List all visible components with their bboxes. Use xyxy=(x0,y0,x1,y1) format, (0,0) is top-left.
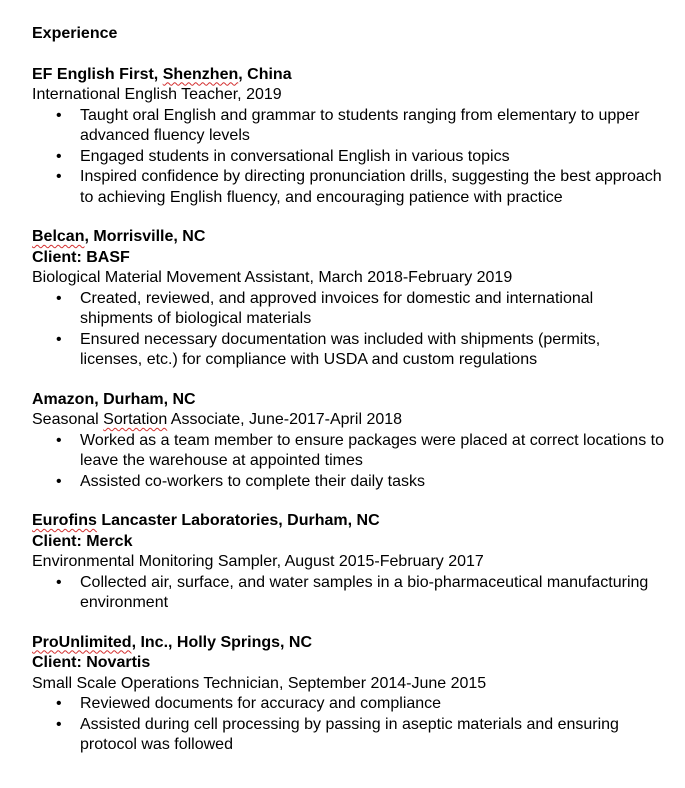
client-line: Client: Novartis xyxy=(32,654,151,671)
employer-text-flagged: Belcan xyxy=(32,228,85,245)
bullet-icon: • xyxy=(56,715,62,733)
duty-list xyxy=(32,431,665,493)
bullet-icon: • xyxy=(56,289,62,307)
bullet-icon: • xyxy=(56,168,62,185)
duty-item xyxy=(32,167,665,208)
role-line: Small Scale Operations Technician, September 2014-June 2015 xyxy=(32,674,487,692)
bullet-icon: • xyxy=(56,330,62,348)
duty-text: Inspired confidence by directing pronunciation drills, suggesting the best approach to achieving English fluency, and encouraging patience with practice xyxy=(80,168,662,206)
duty-text: Worked as a team member to ensure packages were placed at correct locations to leave the warehouse at appointed times xyxy=(80,431,664,469)
bullet-icon: • xyxy=(56,695,62,712)
bullet-icon: • xyxy=(56,431,62,449)
client-line: Client: Merck xyxy=(32,532,133,550)
employer-text: Lancaster Laboratories, Durham, NC xyxy=(96,512,380,529)
section-title: Experience xyxy=(32,25,118,42)
duty-text: Ensured necessary documentation was included with shipments (permits, licenses, etc.) for compliance with USDA and custom regulations xyxy=(80,330,601,368)
duty-item xyxy=(32,715,665,756)
role-line: Biological Material Movement Assistant, March 2018-February 2019 xyxy=(32,269,513,286)
job-entry-ef xyxy=(32,65,665,209)
employer-text: , Morrisville, NC xyxy=(84,228,206,245)
employer-heading xyxy=(32,65,665,86)
duty-item xyxy=(32,694,665,715)
bullet-icon: • xyxy=(56,106,62,124)
duty-item xyxy=(32,472,665,493)
employer-text: , Inc., Holly Springs, NC xyxy=(131,633,313,651)
employer-text: EF English First, xyxy=(32,65,163,83)
duty-text: Taught oral English and grammar to students ranging from elementary to upper advanced fluency levels xyxy=(80,106,640,144)
role-line: Environmental Monitoring Sampler, August 2015-February 2017 xyxy=(32,553,484,570)
client-line: Client: BASF xyxy=(32,248,130,266)
duty-item xyxy=(32,573,665,614)
employer-text-flagged: Shenzhen xyxy=(162,65,239,83)
duty-list xyxy=(32,573,665,614)
employer-heading: Amazon, Durham, NC xyxy=(32,390,196,408)
role-text: Seasonal xyxy=(32,411,104,428)
duty-item xyxy=(32,330,665,371)
duty-text: Created, reviewed, and approved invoices for domestic and international shipments of biological materials xyxy=(80,289,594,327)
duty-text: Assisted during cell processing by passing in aseptic materials and ensuring protocol was followed xyxy=(80,715,619,753)
duty-item xyxy=(32,431,665,472)
duty-list xyxy=(32,106,665,209)
duty-item xyxy=(32,147,665,168)
job-entry-belcan xyxy=(32,227,665,371)
job-entry-prounlimited xyxy=(32,633,665,756)
duty-text: Assisted co-workers to complete their daily tasks xyxy=(80,472,426,490)
employer-heading xyxy=(32,633,665,654)
employer-heading xyxy=(32,511,665,532)
role-text-flagged: Sortation xyxy=(103,411,168,428)
employer-text-flagged: Eurofins xyxy=(32,512,97,529)
duty-text: Engaged students in conversational English in various topics xyxy=(80,147,510,165)
employer-text: , China xyxy=(238,65,292,83)
role-line: International English Teacher, 2019 xyxy=(32,86,282,103)
job-entry-amazon xyxy=(32,390,665,493)
job-entry-eurofins xyxy=(32,511,665,614)
role-line xyxy=(32,410,665,431)
duty-text: Reviewed documents for accuracy and compliance xyxy=(80,695,442,712)
duty-list xyxy=(32,289,665,371)
bullet-icon: • xyxy=(56,573,62,591)
bullet-icon: • xyxy=(56,472,62,490)
employer-heading xyxy=(32,227,665,248)
duty-text: Collected air, surface, and water samples in a bio-pharmaceutical manufacturing environment xyxy=(80,573,649,611)
duty-item xyxy=(32,289,665,330)
role-text: Associate, June-2017-April 2018 xyxy=(167,411,403,428)
duty-item xyxy=(32,106,665,147)
employer-text-flagged: ProUnlimited xyxy=(32,633,132,651)
duty-list xyxy=(32,694,665,756)
bullet-icon: • xyxy=(56,147,62,165)
